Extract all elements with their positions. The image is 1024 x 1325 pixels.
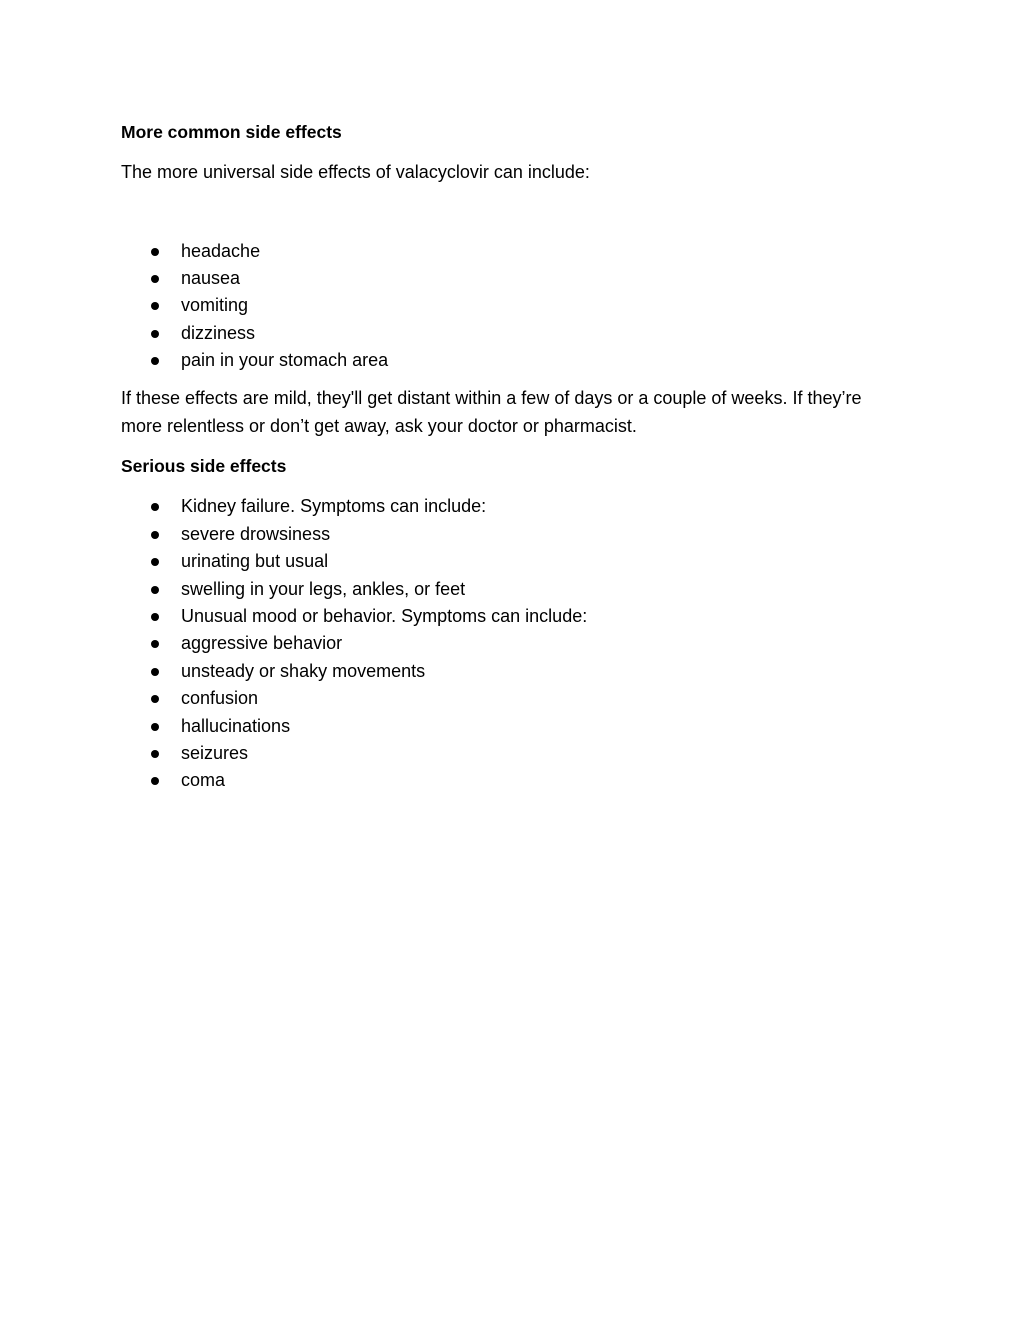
list-item-text: pain in your stomach area	[181, 350, 389, 371]
bullet-icon	[151, 275, 159, 283]
bullet-icon	[151, 586, 159, 594]
list-item-text: seizures	[181, 742, 249, 763]
list-item-text: vomiting	[181, 295, 249, 316]
bullet-icon	[151, 330, 159, 338]
bullet-icon	[151, 357, 159, 365]
common-side-effects-list	[121, 238, 901, 375]
list-item	[121, 767, 901, 794]
bullet-icon	[151, 695, 159, 703]
document-body	[121, 119, 901, 795]
common-side-effects-intro: The more universal side effects of valacyclovir can include:	[121, 162, 590, 182]
serious-side-effects-heading: Serious side effects	[121, 456, 287, 477]
list-item-text: severe drowsiness	[181, 523, 331, 544]
list-item-text: Kidney failure. Symptoms can include:	[181, 496, 487, 517]
bullet-icon	[151, 613, 159, 621]
bullet-icon	[151, 302, 159, 310]
bullet-icon	[151, 723, 159, 731]
list-item-text: confusion	[181, 688, 259, 709]
list-item	[121, 658, 901, 685]
list-item	[121, 265, 901, 292]
common-side-effects-heading: More common side effects	[121, 122, 342, 142]
list-item-text: dizziness	[181, 322, 256, 343]
list-item	[121, 347, 901, 374]
list-item	[121, 685, 901, 712]
list-item-text: Unusual mood or behavior. Symptoms can include:	[181, 606, 588, 627]
bullet-icon	[151, 640, 159, 648]
list-item-text: nausea	[181, 267, 241, 288]
list-item	[121, 493, 901, 520]
list-item	[121, 630, 901, 657]
common-side-effects-followup: If these effects are mild, they'll get distant within a few of days or a couple of weeks. If they’re more relentless or don’t get away, ask your doctor or pharmacist.	[121, 388, 862, 436]
bullet-icon	[151, 750, 159, 758]
list-item	[121, 320, 901, 347]
list-item-text: coma	[181, 770, 226, 791]
bullet-icon	[151, 503, 159, 511]
bullet-icon	[151, 248, 159, 256]
bullet-icon	[151, 558, 159, 566]
list-item-text: swelling in your legs, ankles, or feet	[181, 578, 466, 599]
bullet-icon	[151, 668, 159, 676]
bullet-icon	[151, 531, 159, 539]
bullet-icon	[151, 777, 159, 785]
list-item	[121, 603, 901, 630]
list-item-text: aggressive behavior	[181, 633, 343, 654]
list-item-text: hallucinations	[181, 715, 291, 736]
list-item	[121, 238, 901, 265]
serious-side-effects-list	[121, 493, 901, 794]
list-item-text: headache	[181, 240, 261, 261]
list-item	[121, 521, 901, 548]
list-item-text: urinating but usual	[181, 551, 329, 572]
list-item	[121, 576, 901, 603]
list-item-text: unsteady or shaky movements	[181, 660, 426, 681]
list-item	[121, 548, 901, 575]
list-item	[121, 713, 901, 740]
list-item	[121, 292, 901, 319]
list-item	[121, 740, 901, 767]
